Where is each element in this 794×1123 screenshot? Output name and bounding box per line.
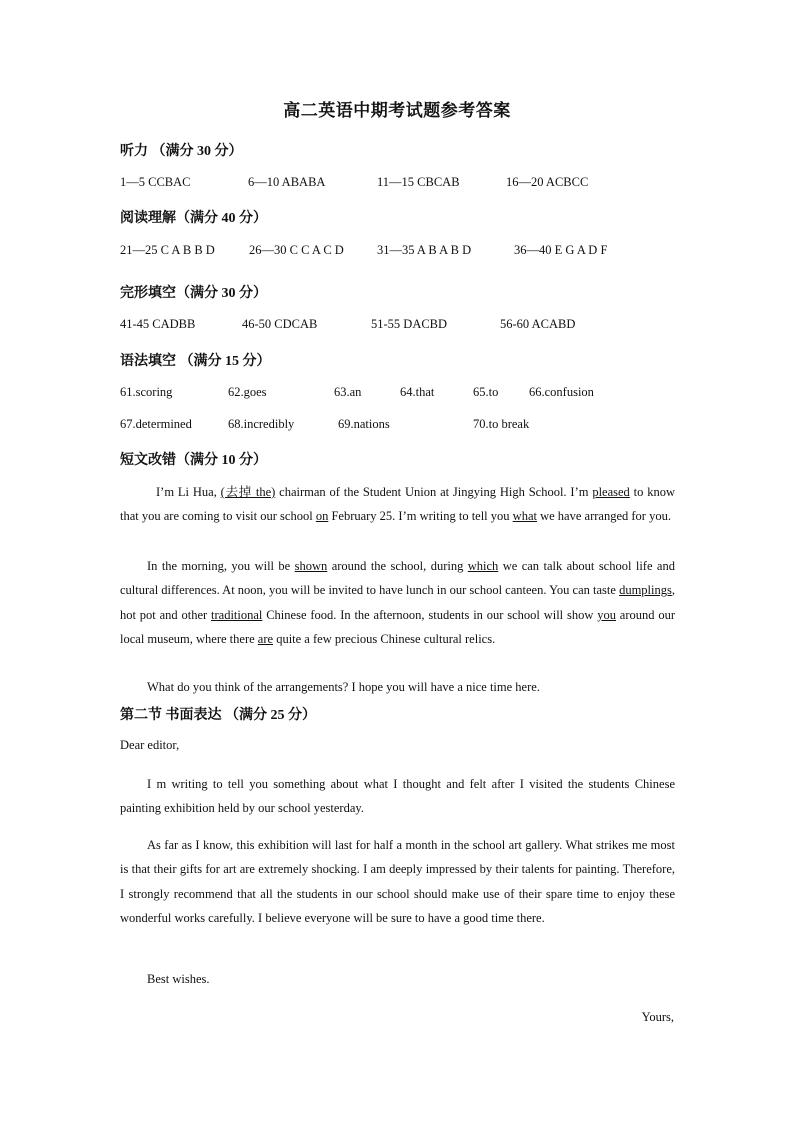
correction-mark: shown <box>294 559 328 573</box>
correction-heading: 短文改错（满分 10 分） <box>120 453 267 468</box>
writing-paragraph-1: I m writing to tell you something about what I thought and felt after I visited the students Chinese painting exhibition held by our school yesterday. <box>120 777 675 816</box>
correction-mark: what <box>512 509 537 524</box>
text-segment: February 25. I’m writing to tell you <box>328 509 513 524</box>
correction-mark: you <box>597 607 616 622</box>
text-segment: Chinese food. In the afternoon, students in our school will show <box>262 607 598 622</box>
text-segment: In the morning, you will be <box>147 559 295 573</box>
writing-paragraph-2: As far as I know, this exhibition will last for half a month in the school art gallery. What strikes me most is that their gifts for art are extremely shocking. I am deeply impressed by their talents for painting. Therefore, I strongly recommend that all the students in our school should make use of their spare time to enjoy these wonderful works carefully. I believe everyone will be sure to have a good time there. <box>120 838 675 926</box>
cloze-answer-1: 41-45 CADBB <box>120 317 196 331</box>
text-segment: chairman of the Student Union at Jingying High School. I’m <box>275 485 593 499</box>
correction-paragraph-2 <box>120 554 675 652</box>
listening-answer-3: 11—15 CBCAB <box>377 175 460 189</box>
grammar-answer: 63.an <box>334 385 362 399</box>
cloze-heading: 完形填空（满分 30 分） <box>120 286 267 301</box>
signoff: Yours, <box>641 1010 674 1024</box>
grammar-answer: 67.determined <box>120 417 192 431</box>
cloze-answer-2: 46-50 CDCAB <box>242 317 318 331</box>
listening-answer-2: 6—10 ABABA <box>248 175 326 189</box>
reading-heading: 阅读理解（满分 40 分） <box>120 211 267 226</box>
cloze-answer-3: 51-55 DACBD <box>371 317 448 331</box>
grammar-answer: 66.confusion <box>529 385 594 399</box>
text-segment: we have arranged for you. <box>536 509 671 524</box>
correction-mark: which <box>467 559 499 573</box>
correction-mark: (去掉 the) <box>220 485 276 499</box>
text-segment: to know that you are coming to visit our school <box>120 485 676 524</box>
text-segment: around our local museum, where there <box>120 607 676 647</box>
correction-paragraph-1 <box>120 480 675 529</box>
reading-answer-4: 36—40 E G A D F <box>514 243 608 257</box>
correction-mark: traditional <box>211 607 263 622</box>
reading-answer-3: 31—35 A B A B D <box>377 243 472 257</box>
text-segment: , hot pot and other <box>120 583 675 622</box>
grammar-answer: 64.that <box>400 385 435 399</box>
text-segment: around the school, during <box>327 559 468 573</box>
text-segment: quite a few precious Chinese cultural relics. <box>273 632 496 647</box>
correction-mark: are <box>257 632 274 647</box>
correction-mark: pleased <box>592 485 630 499</box>
grammar-answer: 68.incredibly <box>228 417 295 431</box>
writing-heading: 第二节 书面表达 （满分 25 分） <box>120 708 316 723</box>
salutation: Dear editor, <box>120 738 180 752</box>
cloze-answer-4: 56-60 ACABD <box>500 317 576 331</box>
correction-mark: dumplings <box>619 583 672 598</box>
grammar-heading: 语法填空 （满分 15 分） <box>120 354 271 369</box>
grammar-answer: 70.to break <box>473 417 530 431</box>
grammar-answer: 61.scoring <box>120 385 173 399</box>
reading-answer-1: 21—25 C A B B D <box>120 243 215 257</box>
correction-paragraph-3: What do you think of the arrangements? I hope you will have a nice time here. <box>147 680 540 694</box>
page-title: 高二英语中期考试题参考答案 <box>283 101 511 120</box>
reading-answer-2: 26—30 C C A C D <box>249 243 344 257</box>
text-segment: I’m Li Hua, <box>156 485 221 499</box>
text-segment: we can talk about school life and cultural differences. At noon, you will be invited to have lunch in our school canteen. You can taste <box>120 559 675 598</box>
listening-answer-1: 1—5 CCBAC <box>120 175 191 189</box>
listening-answer-4: 16—20 ACBCC <box>506 175 589 189</box>
grammar-answer: 69.nations <box>338 417 390 431</box>
grammar-answer: 62.goes <box>228 385 267 399</box>
correction-mark: on <box>315 509 329 524</box>
grammar-answer: 65.to <box>473 385 499 399</box>
listening-heading: 听力 （满分 30 分） <box>120 144 243 159</box>
closing: Best wishes. <box>147 972 210 986</box>
